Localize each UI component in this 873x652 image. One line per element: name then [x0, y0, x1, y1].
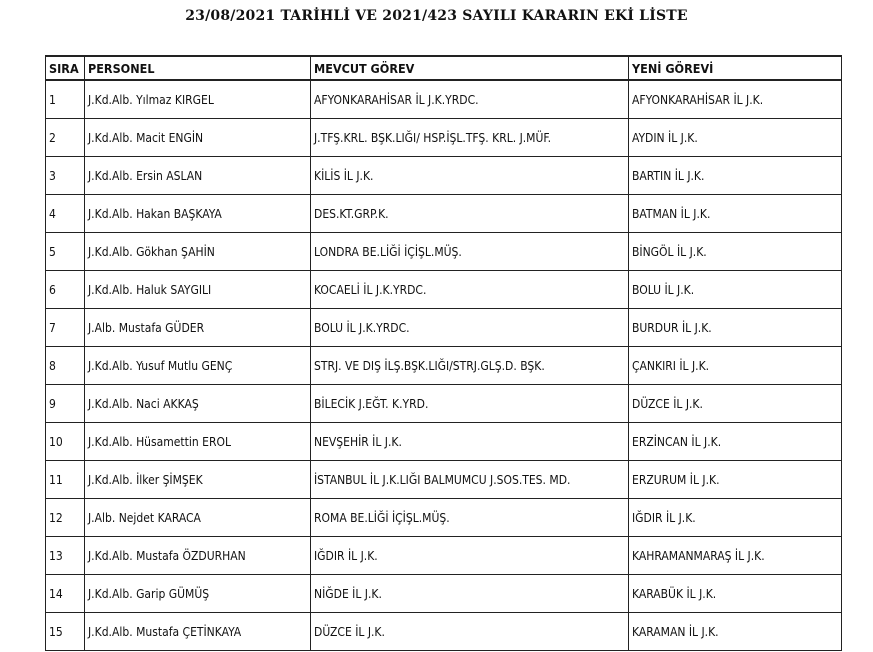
cell-sira: 15: [46, 613, 85, 651]
table-row: [46, 195, 842, 233]
cell-mevcut-gorev: ROMA BE.LİĞİ İÇİŞL.MÜŞ.: [311, 499, 629, 537]
cell-mevcut-gorev: IĞDIR İL J.K.: [311, 537, 629, 575]
table-row: [46, 233, 842, 271]
cell-yeni-gorevi: BİNGÖL İL J.K.: [629, 233, 842, 271]
table-row: [46, 119, 842, 157]
cell-personel: J.Kd.Alb. Haluk SAYGILI: [85, 271, 311, 309]
cell-yeni-gorevi: IĞDIR İL J.K.: [629, 499, 842, 537]
cell-mevcut-gorev: STRJ. VE DIŞ İLŞ.BŞK.LIĞI/STRJ.GLŞ.D. BŞK.: [311, 347, 629, 385]
cell-yeni-gorevi: BOLU İL J.K.: [629, 271, 842, 309]
cell-yeni-gorevi: BATMAN İL J.K.: [629, 195, 842, 233]
table-row: [46, 385, 842, 423]
cell-mevcut-gorev: KOCAELİ İL J.K.YRDC.: [311, 271, 629, 309]
cell-personel: J.Kd.Alb. Mustafa ÇETİNKAYA: [85, 613, 311, 651]
cell-sira: 11: [46, 461, 85, 499]
cell-sira: 3: [46, 157, 85, 195]
cell-mevcut-gorev: NEVŞEHİR İL J.K.: [311, 423, 629, 461]
cell-sira: 13: [46, 537, 85, 575]
page-title: 23/08/2021 TARİHLİ VE 2021/423 SAYILI KARARIN EKİ LİSTE: [185, 8, 688, 24]
cell-mevcut-gorev: LONDRA BE.LİĞİ İÇİŞL.MÜŞ.: [311, 233, 629, 271]
cell-sira: 7: [46, 309, 85, 347]
table-row: [46, 347, 842, 385]
cell-yeni-gorevi: ÇANKIRI İL J.K.: [629, 347, 842, 385]
cell-personel: J.Kd.Alb. Garip GÜMÜŞ: [85, 575, 311, 613]
cell-sira: 6: [46, 271, 85, 309]
cell-personel: J.Alb. Mustafa GÜDER: [85, 309, 311, 347]
header-mevcut-gorev: MEVCUT GÖREV: [311, 56, 629, 80]
cell-sira: 12: [46, 499, 85, 537]
table-row: [46, 423, 842, 461]
cell-personel: J.Kd.Alb. İlker ŞİMŞEK: [85, 461, 311, 499]
cell-yeni-gorevi: KAHRAMANMARAŞ İL J.K.: [629, 537, 842, 575]
cell-yeni-gorevi: KARAMAN İL J.K.: [629, 613, 842, 651]
cell-yeni-gorevi: ERZURUM İL J.K.: [629, 461, 842, 499]
cell-yeni-gorevi: BURDUR İL J.K.: [629, 309, 842, 347]
cell-yeni-gorevi: BARTIN İL J.K.: [629, 157, 842, 195]
cell-sira: 14: [46, 575, 85, 613]
cell-mevcut-gorev: İSTANBUL İL J.K.LIĞI BALMUMCU J.SOS.TES. MD.: [311, 461, 629, 499]
cell-mevcut-gorev: BİLECİK J.EĞT. K.YRD.: [311, 385, 629, 423]
table-row: [46, 499, 842, 537]
cell-personel: J.Kd.Alb. Hüsamettin EROL: [85, 423, 311, 461]
cell-yeni-gorevi: KARABÜK İL J.K.: [629, 575, 842, 613]
cell-personel: J.Kd.Alb. Yılmaz KIRGEL: [85, 80, 311, 119]
cell-personel: J.Kd.Alb. Yusuf Mutlu GENÇ: [85, 347, 311, 385]
cell-sira: 10: [46, 423, 85, 461]
cell-sira: 5: [46, 233, 85, 271]
table-body: [46, 80, 842, 651]
table-header-row: [46, 56, 842, 80]
cell-personel: J.Alb. Nejdet KARACA: [85, 499, 311, 537]
cell-mevcut-gorev: NİĞDE İL J.K.: [311, 575, 629, 613]
cell-personel: J.Kd.Alb. Macit ENGİN: [85, 119, 311, 157]
table-row: [46, 613, 842, 651]
cell-sira: 1: [46, 80, 85, 119]
cell-personel: J.Kd.Alb. Ersin ASLAN: [85, 157, 311, 195]
cell-mevcut-gorev: KİLİS İL J.K.: [311, 157, 629, 195]
header-yeni-gorevi: YENİ GÖREVİ: [629, 56, 842, 80]
cell-mevcut-gorev: DÜZCE İL J.K.: [311, 613, 629, 651]
cell-yeni-gorevi: AYDIN İL J.K.: [629, 119, 842, 157]
cell-yeni-gorevi: AFYONKARAHİSAR İL J.K.: [629, 80, 842, 119]
table-row: [46, 461, 842, 499]
cell-personel: J.Kd.Alb. Naci AKKAŞ: [85, 385, 311, 423]
table-row: [46, 575, 842, 613]
cell-sira: 2: [46, 119, 85, 157]
cell-personel: J.Kd.Alb. Hakan BAŞKAYA: [85, 195, 311, 233]
assignment-table: [45, 55, 842, 651]
cell-mevcut-gorev: J.TFŞ.KRL. BŞK.LIĞI/ HSP.İŞL.TFŞ. KRL. J.MÜF.: [311, 119, 629, 157]
cell-mevcut-gorev: DES.KT.GRP.K.: [311, 195, 629, 233]
cell-sira: 4: [46, 195, 85, 233]
table-row: [46, 80, 842, 119]
table-row: [46, 309, 842, 347]
table-row: [46, 537, 842, 575]
cell-mevcut-gorev: AFYONKARAHİSAR İL J.K.YRDC.: [311, 80, 629, 119]
header-personel: PERSONEL: [85, 56, 311, 80]
header-sira: SIRA: [46, 56, 85, 80]
cell-mevcut-gorev: BOLU İL J.K.YRDC.: [311, 309, 629, 347]
cell-yeni-gorevi: ERZİNCAN İL J.K.: [629, 423, 842, 461]
cell-yeni-gorevi: DÜZCE İL J.K.: [629, 385, 842, 423]
table-row: [46, 157, 842, 195]
cell-personel: J.Kd.Alb. Mustafa ÖZDURHAN: [85, 537, 311, 575]
cell-sira: 9: [46, 385, 85, 423]
cell-personel: J.Kd.Alb. Gökhan ŞAHİN: [85, 233, 311, 271]
cell-sira: 8: [46, 347, 85, 385]
table-row: [46, 271, 842, 309]
